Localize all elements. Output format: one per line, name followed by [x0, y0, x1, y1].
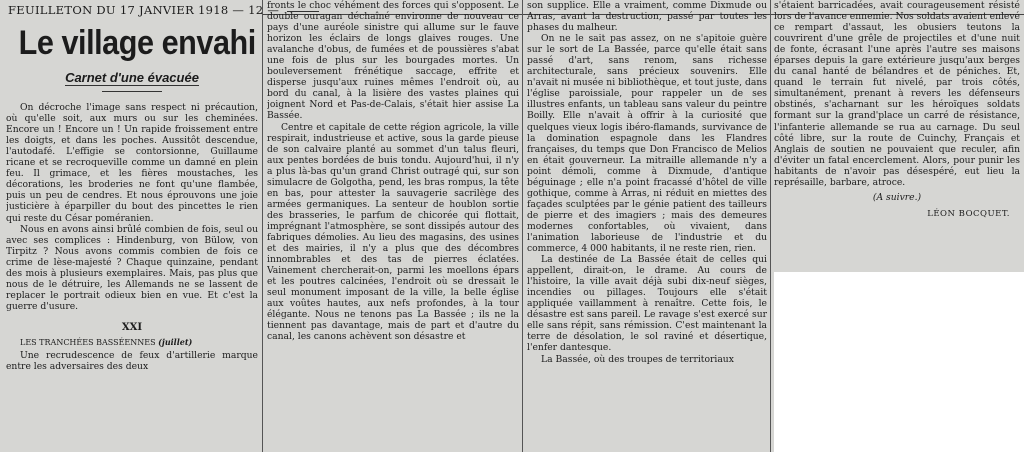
- paragraph: Centre et capitale de cette région agricole, la ville respirait, industrieuse et active, sous la garde pieuse de son calvaire planté au sommet d'un talus fleuri, aux pentes bordées de buis tondu. Aujourd'hui, il n'y a plus là-bas qu'un grand Christ outragé qui, sur son simulacre de Golgotha, pend, les bras rompus, la tête en bas, pour attester la sauvagerie sacrilège des armées germaniques. La senteur de houblon sortie des brasseries, le parfum de chicorée qui flottait, imprégnant l'atmosphère, se sont dissipés autour des fabriques démolies. Au lieu des magasins, des usines et des mairies, il n'y a plus que des décombres innombrables et des tas de pierres éclatées. Vainement chercherait-on, parmi les moellons épars et les poutres calcinées, l'endroit où se dressait le seul monument imposant de la ville, la belle église aux voûtes hautes, aux nefs profondes, à la tour élégante. Nous ne tenons pas La Bassée ; ils ne la tiennent pas davantage, mais de part et d'autre du canal, les canons achèvent son désastre et: [267, 121, 519, 343]
- article-title: Le village envahi: [18, 24, 256, 62]
- paragraph: Nous en avons ainsi brûlé combien de fois, seul ou avec ses complices : Hindenburg, von Bülow, von Tirpitz ? Nous avons commis combien de fois ce crime de lèse-majesté ? Chaque quinzaine, pendant des mois à plusieurs exemplaires. Mais, pas plus que nous de le détruire, les Allemands ne se lassent de replacer le portrait odieux bien en vue. Et c'est la guerre d'usure.: [6, 223, 258, 312]
- blank-area: [774, 272, 1024, 452]
- header-page: — 12 —: [232, 3, 280, 17]
- section-heading: LES TRANCHÉES BASSÉENNES (juillet): [20, 336, 193, 347]
- column-divider: [522, 0, 523, 452]
- title-rule: [102, 91, 162, 92]
- paragraph: La destinée de La Bassée était de celles qui appellent, dirait-on, le drame. Au cours de l'histoire, la ville avait déjà subi dix-neuf sièges, incendies ou pillages. Toujours elle s'était appliquée vaillamment à renaître. Cette fois, le désastre est sans pareil. Le ravage s'est exercé sur elle sans répit, sans rémission. C'est maintenant la terre de désolation, le sol raviné et désertique, l'enfer dantesque.: [527, 254, 767, 354]
- header-text: FEUILLETON DU 17 JANVIER 1918: [8, 3, 229, 17]
- paragraph: On décroche l'image sans respect ni précaution, où qu'elle soit, aux murs ou sur les cheminées. Encore un ! Encore un ! Un rapide froissement entre les doigts, et dans les poches. Aussitôt descendue, l'autodafé. L'effigie se contorsionne, Guillaume ricane et se recroqueville comme un damné en plein feu. Il grimace, et les fières moustaches, les décorations, les broderies ne font qu'une flambée, puis un peu de cendres. Et nous éprouvons une joie justicière à éparpiller du bout des pincettes le rien qui reste du César poméranien.: [6, 102, 258, 224]
- article-subtitle: Carnet d'une évacuée: [65, 70, 199, 85]
- column-1: [6, 18, 258, 452]
- column-divider: [770, 0, 771, 452]
- column-3: [527, 0, 767, 452]
- paragraph: fronts le choc véhément des forces qui s'opposent. Le double ouragan déchaîné environne de nouveau ce pays d'une auréole sinistre qui allume sur le fauve horizon les éclairs de longs glaives rouges. Une avalanche d'obus, de fumées et de poussières s'abat une fois de plus sur les bourgades mortes. Un bouleversement frénétique saccage, effrite et disperse jusqu'aux ruines mêmes l'endroit où, au bord du canal, à la lisière des vastes plaines qui joignent Nord et Pas-de-Calais, s'était hier assise La Bassée.: [267, 0, 519, 122]
- column-2: [267, 0, 519, 452]
- paragraph: On ne le sait pas assez, on ne s'apitoie guère sur le sort de La Bassée, parce qu'elle était sans passé d'art, sans renom, sans richesse architecturale, sans précieux souvenirs. Elle n'avait ni musée ni bibliothèque, et tout juste, dans l'église paroissiale, pour rappeler un de ses illustres enfants, un tableau sans valeur du peintre Boilly. Elle n'avait à offrir à la curiosité que quelques vieux logis ibéro-flamands, survivance de la domination espagnole dans les Flandres françaises, du temps que Don Francisco de Melios en était gouverneur. La mitraille allemande n'y a point démoli, comme à Dixmude, d'antique béguinage ; elle n'a point fracassé d'hôtel de ville gothique, comme à Arras, ni réduit en miettes des façades sculptées par le génie patient des tailleurs de pierre et des imagiers ; mais des demeures modernes confortables, où vivaient, dans l'animation laborieuse de l'industrie et du commerce, 4 000 habitants, il ne reste rien, rien.: [527, 33, 767, 255]
- paragraph: son supplice. Elle a vraiment, comme Dixmude ou Arras, avant la destruction, passé par toutes les phases du malheur.: [527, 0, 767, 34]
- to-be-continued: (A suivre.): [872, 191, 922, 203]
- column-divider: [262, 0, 263, 452]
- paragraph: Une recrudescence de feux d'artillerie marque entre les adversaires des deux: [6, 350, 258, 373]
- paragraph: s'étaient barricadées, avait courageusement résisté lors de l'avance ennemie. Nos soldats avaient enlevé ce rempart d'assaut, les obusiers teutons la couvrirent d'une grêle de projectiles et d'une nuit de fonte, écrasant l'une après l'autre ses maisons éparses depuis la gare extérieure jusqu'aux berges du canal hanté de bélandres et de péniches. Et, quand le terrain fut nivelé, par trois côtés, simultanément, prenant à revers les défenseurs obstinés, s'acharnant sur les héroïques soldats formant sur la grand'place un carré de résistance, l'infanterie allemande se rua au carnage. Du seul côté libre, sur la route de Cuinchy, Français et Anglais de soutien ne pouvaient que reculer, afin d'éviter un fatal encerclement. Alors, pour punir les habitants de n'avoir pas désespéré, eut lieu la représaille, barbare, atroce.: [774, 0, 1020, 188]
- feuilleton-header: [0, 0, 280, 20]
- chapter-number: XXI: [121, 321, 143, 333]
- paragraph: La Bassée, où des troupes de territoriaux: [541, 353, 734, 365]
- author-signature: LÉON BOCQUET.: [927, 208, 1010, 219]
